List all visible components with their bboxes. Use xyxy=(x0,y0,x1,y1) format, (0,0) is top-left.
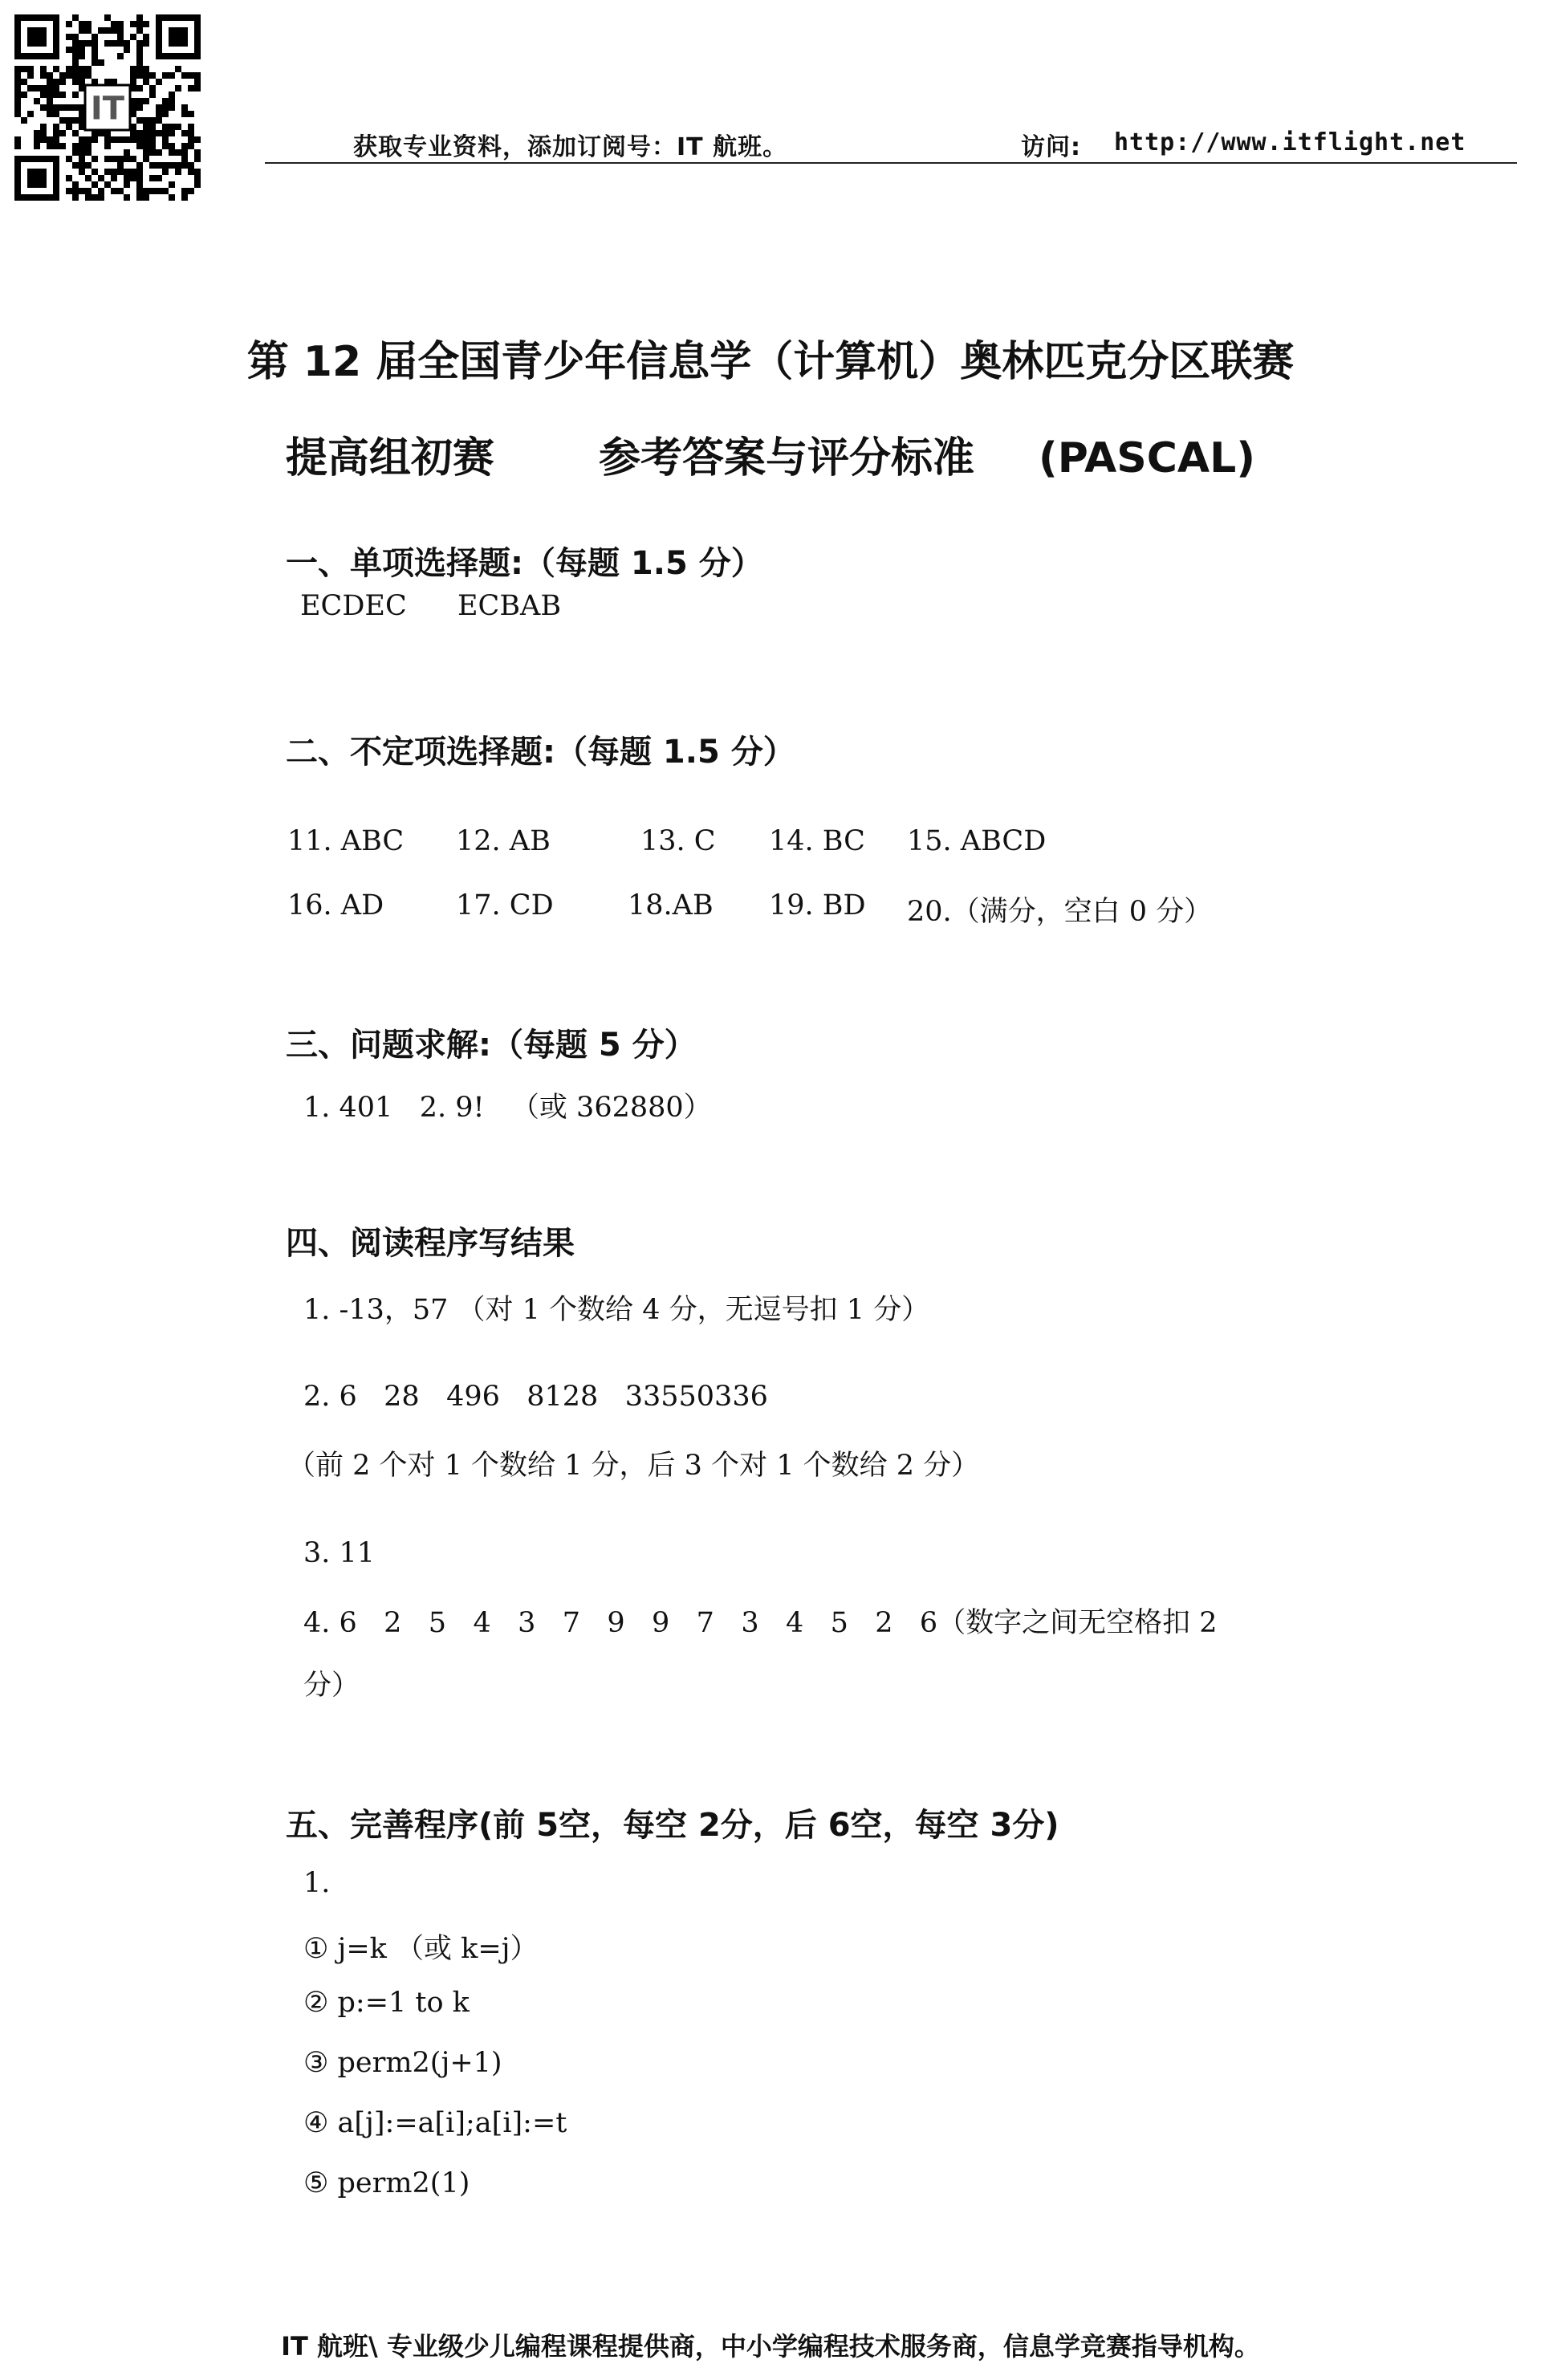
section-2-answer-item: 20.（满分，空白 0 分） xyxy=(907,896,1213,928)
section-3-heading: 三、问题求解:（每题 5 分） xyxy=(286,1027,697,1064)
section-2-answer-item: 17. CD xyxy=(456,889,554,921)
subtitle-desc: 参考答案与评分标准 xyxy=(598,434,974,482)
section-2-answer-item: 13. C xyxy=(640,825,716,857)
section-4-answer-4-cont: 分） xyxy=(303,1670,360,1702)
section-5-blank-1: ① j=k （或 k=j） xyxy=(303,1933,539,1965)
page-title: 第 12 届全国青少年信息学（计算机）奥林匹克分区联赛 xyxy=(246,338,1295,386)
qr-logo-text: IT xyxy=(90,90,125,128)
section-3-answer: 1. 401 2. 9! （或 362880） xyxy=(303,1092,712,1124)
section-4-answer-4: 4. 6 2 5 4 3 7 9 9 7 3 4 5 2 6（数字之间无空格扣 2 xyxy=(303,1607,1218,1639)
section-4-answer-2: 2. 6 28 496 8128 33550336 xyxy=(303,1381,768,1413)
section-5-blank-4: ④ a[j]:=a[i];a[i]:=t xyxy=(303,2107,567,2139)
section-1-answers-a: ECDEC xyxy=(300,590,407,622)
header-divider xyxy=(265,162,1517,164)
section-2-answer-item: 15. ABCD xyxy=(907,825,1047,857)
section-2-answer-item: 19. BD xyxy=(769,889,866,921)
section-2-answer-item: 16. AD xyxy=(287,889,384,921)
header-visit-label: 访问: xyxy=(1021,133,1081,161)
section-1-heading: 一、单项选择题:（每题 1.5 分） xyxy=(286,545,763,582)
section-5-blank-3: ③ perm2(j+1) xyxy=(303,2047,502,2079)
section-2-heading: 二、不定项选择题:（每题 1.5 分） xyxy=(286,734,795,771)
section-4-answer-2-note: （前 2 个对 1 个数给 1 分，后 3 个对 1 个数给 2 分） xyxy=(287,1450,980,1482)
header-promo: 获取专业资料，添加订阅号：IT 航班。 xyxy=(353,133,788,161)
section-5-blank-2: ② p:=1 to k xyxy=(303,1987,470,2019)
section-2-answer-item: 12. AB xyxy=(456,825,551,857)
page-subtitle xyxy=(0,424,1541,484)
section-2-answer-item: 18.AB xyxy=(628,889,714,921)
section-4-answer-3: 3. 11 xyxy=(303,1537,376,1569)
footer-text: IT 航班\ 专业级少儿编程课程提供商，中小学编程技术服务商，信息学竞赛指导机构。 xyxy=(281,2331,1260,2362)
section-5-problem-1: 1. xyxy=(303,1867,331,1899)
section-5-blank-5: ⑤ perm2(1) xyxy=(303,2167,470,2199)
section-2-answer-item: 11. ABC xyxy=(287,825,405,857)
section-4-heading: 四、阅读程序写结果 xyxy=(286,1225,575,1262)
subtitle-group: 提高组初赛 xyxy=(285,434,494,482)
section-1-answers-b: ECBAB xyxy=(457,590,562,622)
section-5-heading: 五、完善程序(前 5空，每空 2分，后 6空，每空 3分) xyxy=(286,1807,1059,1844)
section-4-answer-1: 1. -13，57 （对 1 个数给 4 分，无逗号扣 1 分） xyxy=(303,1294,930,1326)
section-2-answer-item: 14. BC xyxy=(769,825,865,857)
subtitle-language: (PASCAL) xyxy=(1038,434,1256,482)
qr-code xyxy=(14,14,201,201)
header-url-link[interactable]: http://www.itflight.net xyxy=(1114,128,1466,157)
